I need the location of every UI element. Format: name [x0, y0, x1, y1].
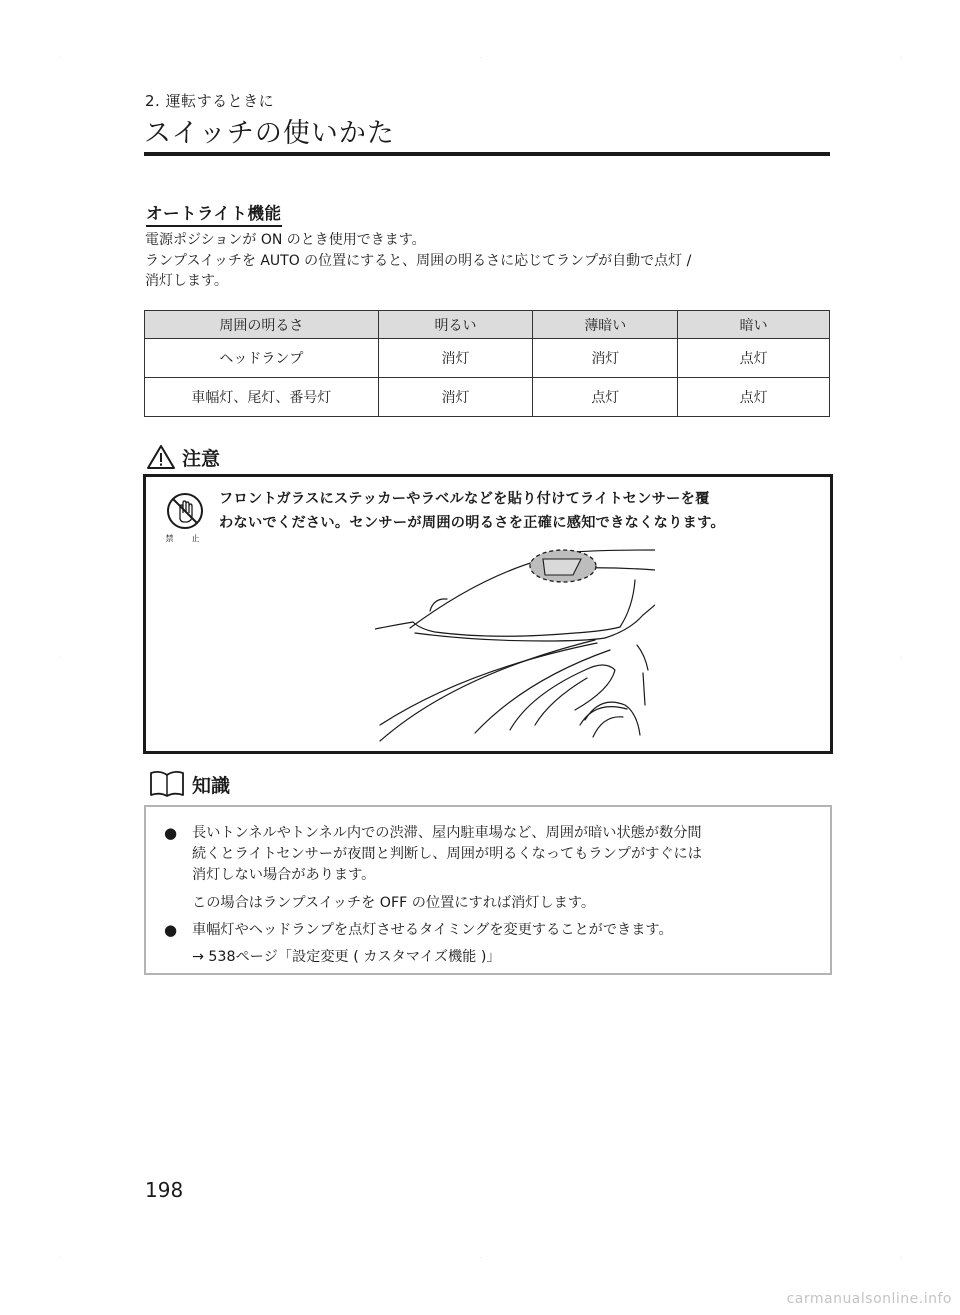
table-header-row [145, 311, 830, 339]
crop-mark: · [480, 55, 482, 62]
knowledge-line: 車幅灯やヘッドランプを点灯させるタイミングを変更することができます。 [192, 921, 673, 938]
table-cell: 点灯 [678, 339, 830, 378]
crop-mark: · [900, 1255, 902, 1262]
table-header-cell: 薄暗い [533, 311, 678, 339]
crop-mark: · [59, 1255, 61, 1262]
knowledge-line: この場合はランプスイッチを OFF の位置にすれば消灯します。 [192, 894, 596, 911]
table-cell: ヘッドランプ [145, 339, 379, 378]
table-cell: 点灯 [533, 378, 678, 417]
table-row [145, 378, 830, 417]
bullet: ● [164, 920, 178, 939]
table-header-cell: 暗い [678, 311, 830, 339]
prohibit-caption: 禁 止 [165, 534, 205, 543]
crop-mark: · [900, 55, 902, 62]
crop-mark: · [900, 655, 902, 662]
book-icon [148, 770, 186, 798]
table-cell: 点灯 [678, 378, 830, 417]
prohibit-sign [164, 492, 206, 544]
breadcrumb: 2. 運転するときに [145, 92, 275, 110]
knowledge-line: 消灯しない場合があります。 [192, 867, 376, 884]
intro-line: 電源ポジションが ON のとき使用できます。 [145, 232, 426, 248]
caution-line: フロントガラスにステッカーやラベルなどを貼り付けてライトセンサーを覆 [219, 491, 710, 507]
caution-text [219, 488, 725, 535]
auto-light-table [144, 310, 830, 417]
table-cell: 消灯 [378, 378, 533, 417]
page-title: スイッチの使いかた [144, 118, 395, 149]
warning-icon [146, 444, 176, 470]
bullet: ● [164, 824, 178, 842]
table-row [145, 339, 830, 378]
knowledge-label: 知識 [192, 774, 231, 797]
table-cell: 車幅灯、尾灯、番号灯 [145, 378, 379, 417]
intro-line: ランプスイッチを AUTO の位置にすると、周囲の明るさに応じてランプが自動で点灯 / [145, 252, 692, 269]
intro-line: 消灯します。 [145, 273, 228, 289]
title-rule [144, 152, 830, 156]
car-sensor-illustration [375, 545, 655, 745]
intro-text [145, 230, 835, 292]
knowledge-heading [148, 769, 230, 799]
caution-line: わないでください。センサーが周囲の明るさを正確に感知できなくなります。 [219, 514, 725, 531]
list-item [162, 823, 702, 914]
table-cell: 消灯 [378, 339, 533, 378]
crop-mark: · [59, 655, 61, 662]
table-header-cell: 周囲の明るさ [145, 311, 379, 339]
crop-mark: · [480, 1255, 482, 1262]
caution-label: 注意 [182, 447, 221, 470]
prohibited-hand-icon [166, 492, 204, 530]
table-cell: 消灯 [533, 339, 678, 378]
knowledge-line: 長いトンネルやトンネル内での渋滞、屋内駐車場など、周囲が暗い状態が数分間 [192, 825, 702, 841]
page-number: 198 [145, 1178, 184, 1202]
caution-heading [146, 443, 220, 471]
list-item [162, 920, 702, 968]
knowledge-list [162, 823, 702, 968]
knowledge-line: 続くとライトセンサーが夜間と判断し、周囲が明るくなってもランプがすぐには [192, 846, 702, 863]
watermark: carmanualsonline.info [786, 1291, 952, 1307]
table-header-cell: 明るい [378, 311, 533, 339]
section-heading: オートライト機能 [146, 200, 282, 227]
page-reference-link[interactable]: → 538ページ「設定変更 ( カスタマイズ機能 )」 [192, 949, 501, 966]
crop-mark: · [59, 55, 61, 62]
